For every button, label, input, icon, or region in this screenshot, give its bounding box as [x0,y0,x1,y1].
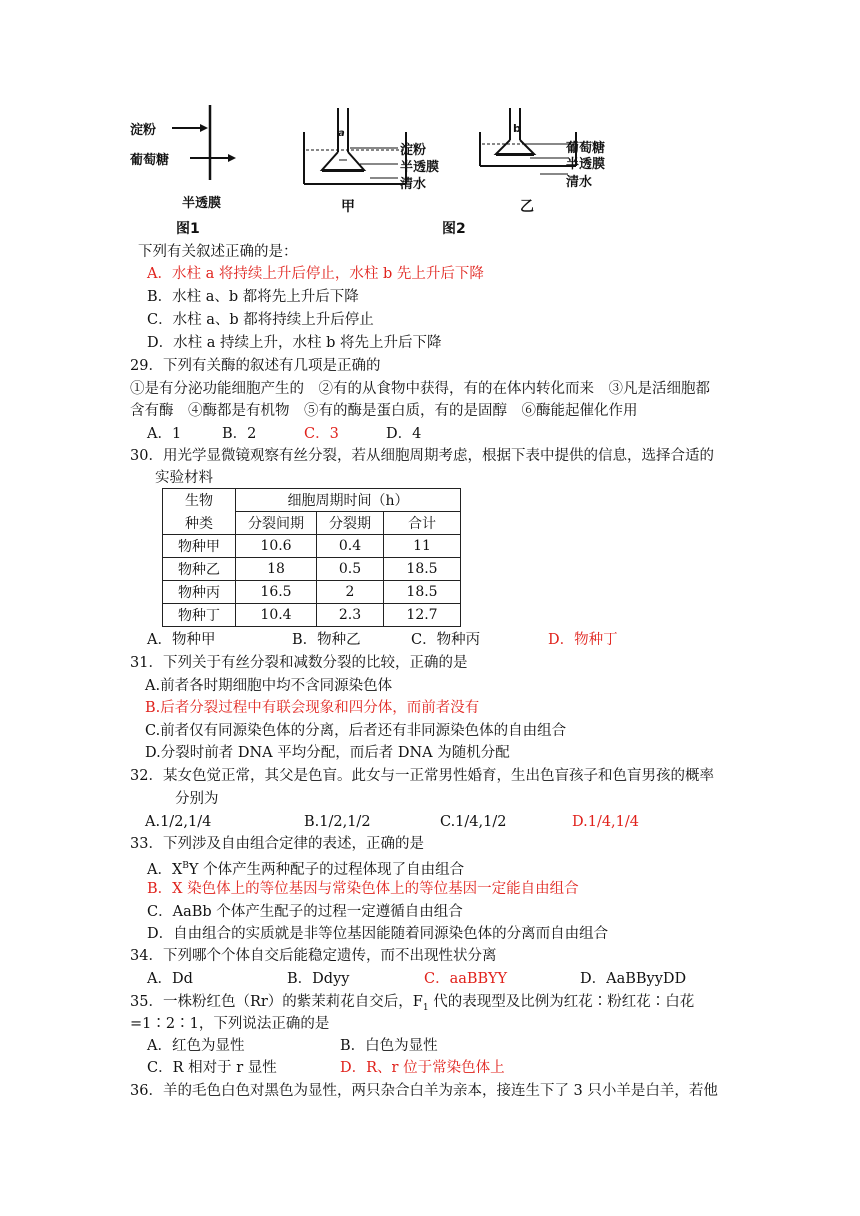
q31-option-c: C.前者仅有同源染色体的分离，后者还有非同源染色体的自由组合 [145,723,567,739]
q34-option-c: C．aaBBYY [424,971,508,987]
fig2-right-caption: 乙 [520,199,534,215]
q33-a-pre: A．X [147,861,183,878]
q33-option-c: C．AaBb 个体产生配子的过程一定遵循自由组合 [147,904,463,920]
fig1-glucose-label: 葡萄糖 [130,153,170,168]
cell-cycle-table [162,488,461,627]
q32-option-a: A.1/2,1/4 [145,814,212,830]
table-row [163,604,461,627]
q29-option-a: A．1 [147,426,182,442]
interphase-value: 10.4 [236,604,317,627]
q29-stem: 29．下列有关酶的叙述有几项是正确的 [130,358,381,374]
header-interphase: 分裂间期 [236,512,317,535]
q33-stem: 33．下列涉及自由组合定律的表述，正确的是 [130,836,424,852]
q30-option-d: D．物种丁 [548,632,618,648]
q29-option-d: D．4 [386,426,422,442]
q35-option-c: C．R 相对于 r 显性 [147,1060,277,1076]
q32-option-d: D.1/4,1/4 [572,814,639,830]
q36-stem: 36．羊的毛色白色对黑色为显性，两只杂合白羊为亲本，接连生下了 3 只小羊是白羊，若他 [130,1083,718,1099]
q28-option-a: A．水柱 a 将持续上升后停止，水柱 b 先上升后下降 [147,266,484,282]
species-name: 物种乙 [163,558,236,581]
header-species-2: 种类 [163,512,236,535]
header-cycle-time: 细胞周期时间（h） [236,489,461,512]
species-name: 物种丙 [163,581,236,604]
q34-option-d: D．AaBByyDD [580,971,687,987]
q29-line1: ①是有分泌功能细胞产生的 ②有的从食物中获得，有的在体内转化而来 ③凡是活细胞都 [130,381,710,397]
fig1-diagram [160,100,260,190]
table-row [163,535,461,558]
q33-a-post: Y 个体产生两种配子的过程体现了自由组合 [188,861,465,878]
q33-a-sup: B [182,861,189,871]
q35-stem-pre: 35．一株粉红色（Rr）的紫茉莉花自交后，F [130,994,423,1010]
q31-stem: 31．下列关于有丝分裂和减数分裂的比较，正确的是 [130,655,468,671]
fig2-left-caption: 甲 [341,199,355,215]
fig2-left-label-3: 清水 [400,177,427,192]
fig2-right-label-1: 葡萄糖 [566,141,606,156]
q28-option-d: D．水柱 a 持续上升，水柱 b 将先上升后下降 [147,335,442,351]
table-row [163,558,461,581]
q28-option-c: C．水柱 a、b 都将持续上升后停止 [147,312,374,328]
q35-stem-sub: 1 [422,1002,429,1013]
q31-option-b: B.后者分裂过程中有联会现象和四分体，而前者没有 [145,700,480,716]
q31-option-d: D.分裂时前者 DNA 平均分配，而后者 DNA 为随机分配 [145,745,510,761]
q35-option-b: B．白色为显性 [340,1038,438,1054]
table-row [163,581,461,604]
q35-option-d: D．R、r 位于常染色体上 [340,1060,505,1076]
q29-option-c: C．3 [304,426,339,442]
fig2-caption: 图2 [442,221,466,237]
q28-stem: 下列有关叙述正确的是： [138,244,298,260]
tube-a-label: a [338,128,345,139]
q30-option-c: C．物种丙 [411,632,481,648]
q34-stem: 34．下列哪个个体自交后能稳定遗传，而不出现性状分离 [130,948,497,964]
header-division: 分裂期 [317,512,384,535]
fig2-right-label-3: 清水 [566,175,593,190]
q30-stem-1: 30．用光学显微镜观察有丝分裂，若从细胞周期考虑，根据下表中提供的信息，选择合适的 [130,448,714,464]
q32-stem-1: 32．某女色觉正常，其父是色盲。此女与一正常男性婚育，生出色盲孩子和色盲男孩的概率 [130,768,714,784]
q29-line2: 含有酶 ④酶都是有机物 ⑤有的酶是蛋白质，有的是固醇 ⑥酶能起催化作用 [130,403,638,419]
total-value: 18.5 [384,581,461,604]
total-value: 11 [384,535,461,558]
q30-option-b: B．物种乙 [292,632,361,648]
q35-stem-2: =1∶2∶1，下列说法正确的是 [130,1016,330,1032]
interphase-value: 16.5 [236,581,317,604]
q33-option-b: B．X 染色体上的等位基因与常染色体上的等位基因一定能自由组合 [147,881,579,897]
interphase-value: 10.6 [236,535,317,558]
header-total: 合计 [384,512,461,535]
q33-option-a [147,856,464,880]
fig2-left-label-1: 淀粉 [400,143,427,158]
q35-stem-post: 代的表现型及比例为红花∶粉红花∶白花 [428,994,695,1010]
interphase-value: 18 [236,558,317,581]
fig1-starch-label: 淀粉 [130,123,157,138]
fig2-left-label-2: 半透膜 [400,160,440,175]
q30-stem-2: 实验材料 [155,470,213,486]
q33-option-d: D．自由组合的实质就是非等位基因能随着同源染色体的分离而自由组合 [147,926,609,942]
fig1-membrane-label: 半透膜 [182,196,222,211]
q31-option-a: A.前者各时期细胞中均不含同源染色体 [145,678,393,694]
division-value: 2 [317,581,384,604]
q35-option-a: A．红色为显性 [147,1038,245,1054]
division-value: 2.3 [317,604,384,627]
q34-option-a: A．Dd [147,971,193,987]
q30-option-a: A．物种甲 [147,632,216,648]
total-value: 18.5 [384,558,461,581]
q28-option-b: B．水柱 a、b 都将先上升后下降 [147,289,359,305]
q29-option-b: B．2 [222,426,257,442]
tube-b-label: b [513,122,521,135]
division-value: 0.5 [317,558,384,581]
fig2-right-label-2: 半透膜 [566,157,606,172]
division-value: 0.4 [317,535,384,558]
header-species-1: 生物 [163,489,236,512]
q32-stem-2: 分别为 [175,791,219,807]
fig1-caption: 图1 [176,221,200,237]
species-name: 物种甲 [163,535,236,558]
total-value: 12.7 [384,604,461,627]
q34-option-b: B．Ddyy [287,971,350,987]
q32-option-b: B.1/2,1/2 [304,814,371,830]
q32-option-c: C.1/4,1/2 [440,814,507,830]
species-name: 物种丁 [163,604,236,627]
